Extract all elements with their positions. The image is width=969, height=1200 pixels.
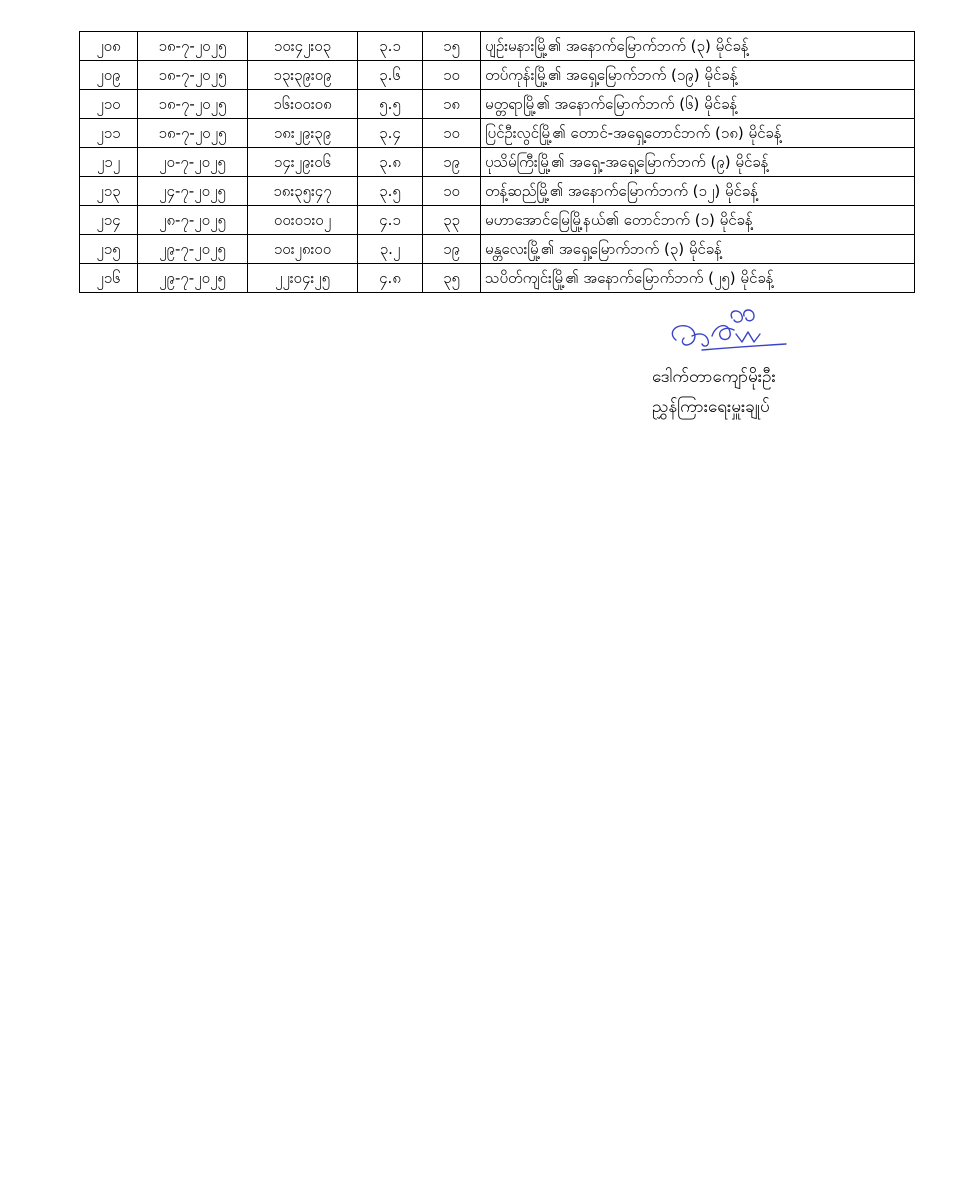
earthquake-table bbox=[79, 31, 915, 293]
cell-location: မန္တလေးမြို့၏ အရှေ့မြောက်ဘက် (၃) မိုင်ခန့် bbox=[481, 235, 915, 264]
signer-title: ညွှန်ကြားရေးမှူးချုပ် bbox=[652, 397, 770, 417]
cell-location: တပ်ကုန်းမြို့၏ အရှေ့မြောက်ဘက် (၁၉) မိုင်ခန့် bbox=[481, 61, 915, 90]
table-row bbox=[80, 61, 915, 90]
cell-date: ၂၉-၇-၂၀၂၅ bbox=[138, 264, 248, 293]
cell-depth: ၁၀ bbox=[423, 119, 481, 148]
cell-magnitude: ၅.၅ bbox=[358, 90, 423, 119]
handwritten-signature-icon bbox=[662, 306, 792, 362]
signature-block bbox=[640, 306, 870, 422]
signer-name: ဒေါက်တာကျော်မိုးဦး bbox=[652, 367, 776, 387]
cell-depth: ၃၃ bbox=[423, 206, 481, 235]
cell-date: ၁၈-၇-၂၀၂၅ bbox=[138, 61, 248, 90]
cell-date: ၁၈-၇-၂၀၂၅ bbox=[138, 119, 248, 148]
cell-date: ၂၉-၇-၂၀၂၅ bbox=[138, 235, 248, 264]
cell-magnitude: ၄.၈ bbox=[358, 264, 423, 293]
table-row bbox=[80, 148, 915, 177]
cell-number: ၂၁၂ bbox=[80, 148, 138, 177]
cell-location: ပုသိမ်ကြီးမြို့၏ အရှေ့-အရှေ့မြောက်ဘက် (၉) မိုင်ခန့် bbox=[481, 148, 915, 177]
cell-date: ၂၄-၇-၂၀၂၅ bbox=[138, 177, 248, 206]
cell-date: ၁၈-၇-၂၀၂၅ bbox=[138, 32, 248, 61]
cell-magnitude: ၃.၁ bbox=[358, 32, 423, 61]
cell-number: ၂၁၃ bbox=[80, 177, 138, 206]
cell-number: ၂၁၄ bbox=[80, 206, 138, 235]
cell-magnitude: ၃.၈ bbox=[358, 148, 423, 177]
table-row bbox=[80, 32, 915, 61]
cell-time: ၂၂း၀၄း၂၅ bbox=[248, 264, 358, 293]
cell-time: ၀၀း၀၁း၀၂ bbox=[248, 206, 358, 235]
cell-depth: ၁၅ bbox=[423, 32, 481, 61]
cell-depth: ၁၀ bbox=[423, 61, 481, 90]
cell-time: ၁၈း၂၉း၃၉ bbox=[248, 119, 358, 148]
table-row bbox=[80, 206, 915, 235]
cell-location: တန့်ဆည်မြို့၏ အနောက်မြောက်ဘက် (၁၂) မိုင်ခန့် bbox=[481, 177, 915, 206]
cell-depth: ၃၅ bbox=[423, 264, 481, 293]
cell-depth: ၁၉ bbox=[423, 235, 481, 264]
cell-date: ၁၈-၇-၂၀၂၅ bbox=[138, 90, 248, 119]
cell-magnitude: ၄.၁ bbox=[358, 206, 423, 235]
cell-location: ပြင်ဦးလွင်မြို့၏ တောင်-အရှေ့တောင်ဘက် (၁၈) မိုင်ခန့် bbox=[481, 119, 915, 148]
cell-number: ၂၀၈ bbox=[80, 32, 138, 61]
cell-time: ၁၆း၀၀း၀၈ bbox=[248, 90, 358, 119]
cell-time: ၁၄း၂၉း၀၆ bbox=[248, 148, 358, 177]
cell-magnitude: ၃.၅ bbox=[358, 177, 423, 206]
cell-time: ၁၀း၂၈း၀၀ bbox=[248, 235, 358, 264]
cell-magnitude: ၃.၄ bbox=[358, 119, 423, 148]
cell-depth: ၁၉ bbox=[423, 148, 481, 177]
cell-depth: ၁၈ bbox=[423, 90, 481, 119]
cell-location: မဟာအောင်မြေမြို့နယ်၏ တောင်ဘက် (၁) မိုင်ခန့် bbox=[481, 206, 915, 235]
earthquake-table-body bbox=[80, 32, 915, 293]
cell-location: သပိတ်ကျင်းမြို့၏ အနောက်မြောက်ဘက် (၂၅) မိုင်ခန့် bbox=[481, 264, 915, 293]
cell-depth: ၁၀ bbox=[423, 177, 481, 206]
cell-magnitude: ၃.၆ bbox=[358, 61, 423, 90]
cell-number: ၂၁၆ bbox=[80, 264, 138, 293]
table-row bbox=[80, 235, 915, 264]
table-row bbox=[80, 119, 915, 148]
cell-location: ပျဉ်းမနားမြို့၏ အနောက်မြောက်ဘက် (၃) မိုင်ခန့် bbox=[481, 32, 915, 61]
cell-date: ၂၈-၇-၂၀၂၅ bbox=[138, 206, 248, 235]
cell-time: ၁၀း၄၂း၀၃ bbox=[248, 32, 358, 61]
cell-time: ၁၃း၃၉း၀၉ bbox=[248, 61, 358, 90]
cell-number: ၂၁၅ bbox=[80, 235, 138, 264]
cell-number: ၂၁၁ bbox=[80, 119, 138, 148]
cell-number: ၂၀၉ bbox=[80, 61, 138, 90]
table-row bbox=[80, 90, 915, 119]
cell-number: ၂၁၀ bbox=[80, 90, 138, 119]
cell-location: မတ္တရာမြို့၏ အနောက်မြောက်ဘက် (၆) မိုင်ခန့် bbox=[481, 90, 915, 119]
table-row bbox=[80, 264, 915, 293]
cell-magnitude: ၃.၂ bbox=[358, 235, 423, 264]
table-row bbox=[80, 177, 915, 206]
cell-time: ၁၈း၃၅း၄၇ bbox=[248, 177, 358, 206]
cell-date: ၂၀-၇-၂၀၂၅ bbox=[138, 148, 248, 177]
